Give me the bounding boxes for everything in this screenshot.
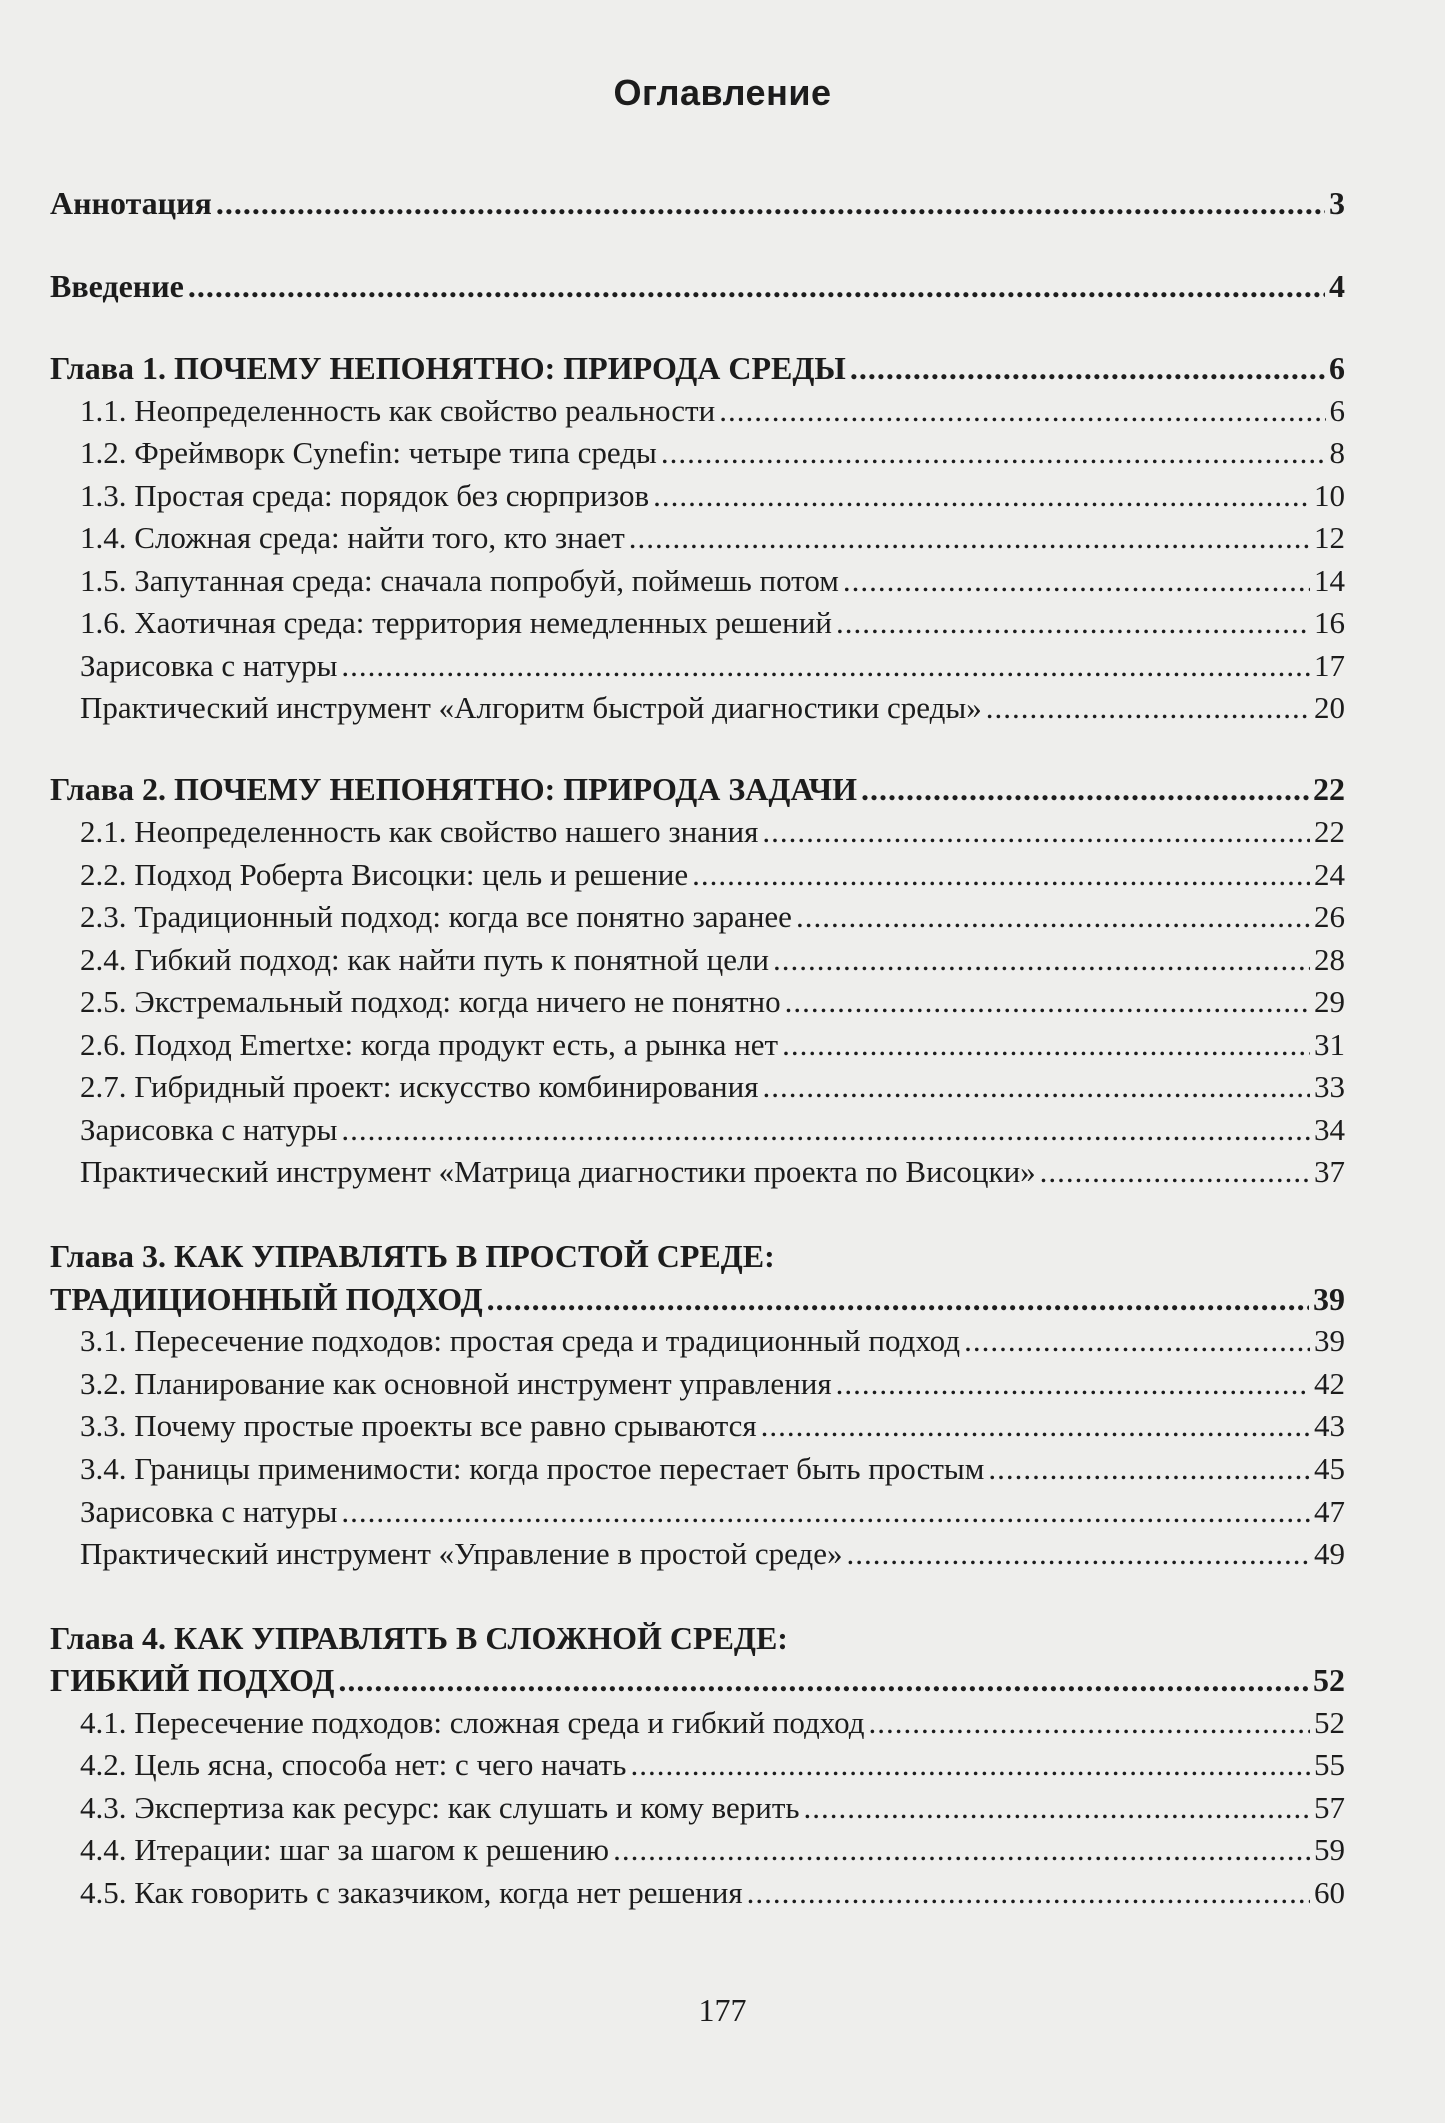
page-title: Оглавление — [613, 72, 832, 113]
toc-chapter-2: Глава 2. ПОЧЕМУ НЕПОНЯТНО: ПРИРОДА ЗАДАЧИ ..... 22 — [50, 769, 1345, 809]
page-number: 177 — [698, 1992, 747, 2028]
toc-section: Зарисовка с натуры ..... 47 — [50, 1492, 1345, 1532]
toc-section: 4.1. Пересечение подходов: сложная среда и гибкий подход ..... 52 — [50, 1703, 1345, 1743]
toc-section: 3.1. Пересечение подходов: простая среда и традиционный подход ..... 39 — [50, 1321, 1345, 1361]
toc-section: 1.5. Запутанная среда: сначала попробуй, поймешь потом ..... 14 — [50, 561, 1345, 601]
toc-section: Практический инструмент «Алгоритм быстрой диагностики среды» ..... 20 — [50, 688, 1345, 728]
toc-entry-annotation: Аннотация ..... 3 — [50, 183, 1345, 223]
toc-chapter-3: ТРАДИЦИОННЫЙ ПОДХОД ..... 39 — [50, 1279, 1345, 1319]
toc-section: Практический инструмент «Управление в простой среде» ..... 49 — [50, 1534, 1345, 1574]
toc-section: Зарисовка с натуры ..... 17 — [50, 646, 1345, 686]
toc-section: 2.2. Подход Роберта Висоцки: цель и решение ..... 24 — [50, 855, 1345, 895]
toc-section: 4.4. Итерации: шаг за шагом к решению ..... 59 — [50, 1830, 1345, 1870]
toc-section: 4.3. Экспертиза как ресурс: как слушать и кому верить ..... 57 — [50, 1788, 1345, 1828]
toc-section: 4.2. Цель ясна, способа нет: с чего начать ..... 55 — [50, 1745, 1345, 1785]
toc-section: 2.4. Гибкий подход: как найти путь к понятной цели ..... 28 — [50, 940, 1345, 980]
toc-chapter-4-title: Глава 4. КАК УПРАВЛЯТЬ В СЛОЖНОЙ СРЕДЕ: — [50, 1620, 788, 1656]
toc-section: 1.1. Неопределенность как свойство реальности ..... 6 — [50, 391, 1345, 431]
toc-section: 2.7. Гибридный проект: искусство комбинирования ..... 33 — [50, 1067, 1345, 1107]
toc-section: Практический инструмент «Матрица диагностики проекта по Висоцки» ..... 37 — [50, 1152, 1345, 1192]
toc-section: 3.2. Планирование как основной инструмент управления ..... 42 — [50, 1364, 1345, 1404]
table-of-contents — [50, 0, 1345, 2000]
toc-section: 3.4. Границы применимости: когда простое перестает быть простым ..... 45 — [50, 1449, 1345, 1489]
toc-section: 1.6. Хаотичная среда: территория немедленных решений ..... 16 — [50, 603, 1345, 643]
toc-chapter-3-title: Глава 3. КАК УПРАВЛЯТЬ В ПРОСТОЙ СРЕДЕ: — [50, 1238, 775, 1274]
toc-section: 1.4. Сложная среда: найти того, кто знает ..... 12 — [50, 518, 1345, 558]
toc-section: 2.6. Подход Emertxe: когда продукт есть, а рынка нет ..... 31 — [50, 1025, 1345, 1065]
toc-section: 1.2. Фреймворк Cynefin: четыре типа среды ..... 8 — [50, 433, 1345, 473]
toc-chapter-4: ГИБКИЙ ПОДХОД ..... 52 — [50, 1660, 1345, 1700]
toc-chapter-1: Глава 1. ПОЧЕМУ НЕПОНЯТНО: ПРИРОДА СРЕДЫ ..... 6 — [50, 348, 1345, 388]
toc-section: 2.3. Традиционный подход: когда все понятно заранее ..... 26 — [50, 897, 1345, 937]
toc-section: 1.3. Простая среда: порядок без сюрпризов ..... 10 — [50, 476, 1345, 516]
toc-section: 4.5. Как говорить с заказчиком, когда нет решения ..... 60 — [50, 1873, 1345, 1913]
toc-section: Зарисовка с натуры ..... 34 — [50, 1110, 1345, 1150]
toc-section: 3.3. Почему простые проекты все равно срываются ..... 43 — [50, 1406, 1345, 1446]
toc-section: 2.1. Неопределенность как свойство нашего знания ..... 22 — [50, 812, 1345, 852]
toc-entry-introduction: Введение ..... 4 — [50, 266, 1345, 306]
toc-section: 2.5. Экстремальный подход: когда ничего не понятно ..... 29 — [50, 982, 1345, 1022]
